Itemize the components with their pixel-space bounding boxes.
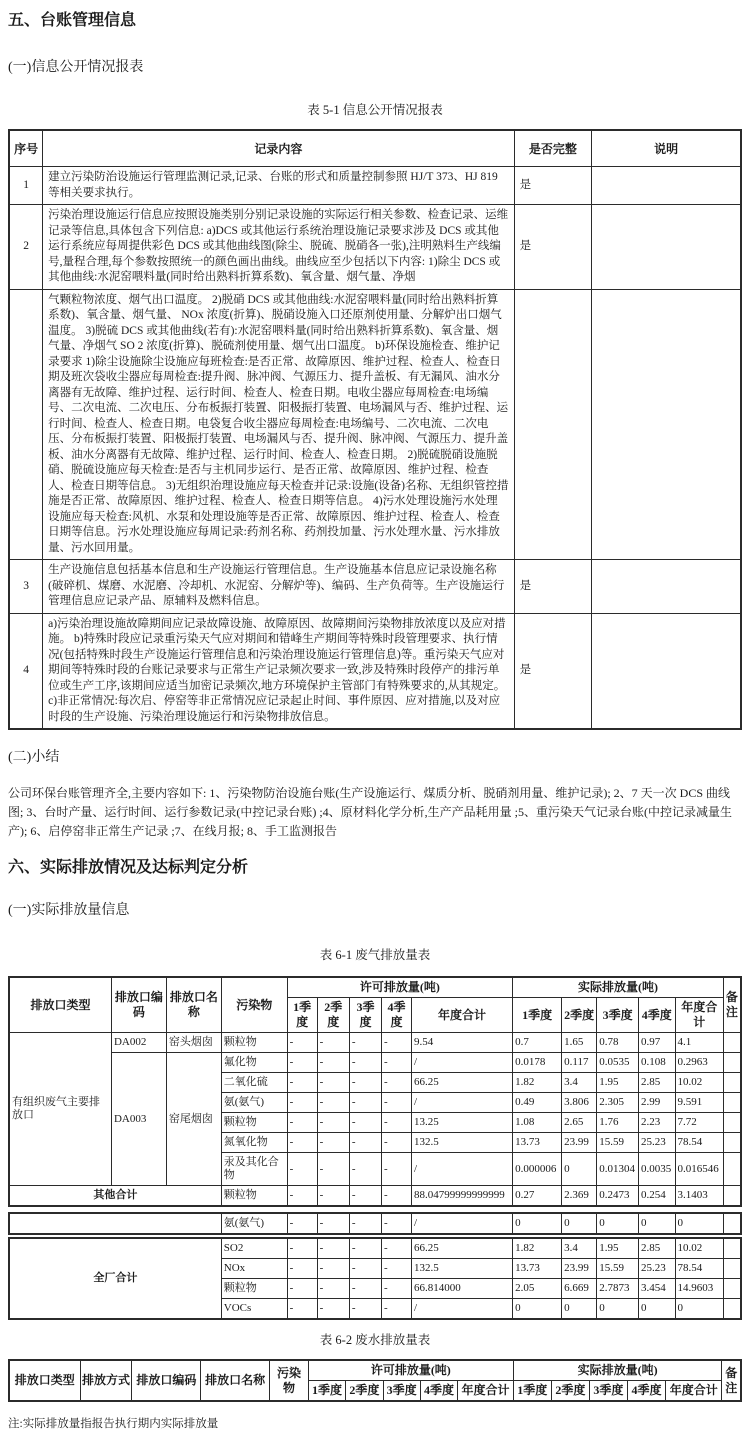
table-cell: 10.02 — [675, 1238, 723, 1259]
column-group-permitted: 许可排放量(吨) — [308, 1360, 513, 1381]
table-cell — [514, 289, 592, 560]
table-6-1-caption: 表 6-1 废气排放量表 — [319, 948, 431, 962]
table-cell: - — [317, 1299, 349, 1320]
column-header-permitted-annual: 年度合计 — [412, 998, 513, 1033]
table-cell: 0 — [638, 1213, 675, 1234]
column-header-actual-q4: 4季度 — [638, 998, 675, 1033]
table-cell: - — [349, 1133, 381, 1153]
column-header-seq: 序号 — [9, 130, 43, 167]
table-cell: - — [349, 1299, 381, 1320]
table-row — [9, 1360, 741, 1381]
table-cell: VOCs — [221, 1299, 287, 1320]
table-cell: 23.99 — [562, 1259, 597, 1279]
table-cell: 10.02 — [675, 1073, 723, 1093]
table-cell: 14.9603 — [675, 1279, 723, 1299]
table-cell: 7.72 — [675, 1113, 723, 1133]
table-cell: / — [412, 1213, 513, 1234]
section-5-heading: 五、台账管理信息 — [8, 12, 137, 29]
table-cell — [723, 1093, 741, 1113]
table-5-1-information-disclosure — [8, 129, 742, 730]
table-cell — [592, 560, 741, 614]
table-cell: 有组织废气主要排放口 — [9, 1033, 111, 1186]
table-cell: - — [287, 1259, 317, 1279]
table-6-1-segment-plant-total — [8, 1237, 742, 1320]
table-cell — [592, 167, 741, 205]
table-cell: 1.95 — [597, 1073, 639, 1093]
table-cell: - — [349, 1213, 381, 1234]
table-cell: 13.73 — [513, 1259, 562, 1279]
table-cell: 其他合计 — [9, 1186, 221, 1207]
table-cell: 0.2963 — [675, 1053, 723, 1073]
table-cell: - — [349, 1093, 381, 1113]
table-cell: 66.25 — [412, 1073, 513, 1093]
table-cell: 2.85 — [638, 1238, 675, 1259]
table-cell — [9, 289, 43, 560]
table-cell: 0.016546 — [675, 1153, 723, 1186]
table-cell: 建立污染防治设施运行管理监测记录,记录、台账的形式和质量控制参照 HJ/T 373、HJ 819 等相关要求执行。 — [43, 167, 514, 205]
table-cell: 4.1 — [675, 1033, 723, 1053]
column-header-actual-q1: 1季度 — [513, 998, 562, 1033]
table-cell: 3.1403 — [675, 1186, 723, 1207]
table-cell — [723, 1186, 741, 1207]
table-cell: 0 — [562, 1153, 597, 1186]
table-row — [9, 205, 741, 290]
table-cell: 生产设施信息包括基本信息和生产设施运行管理信息。生产设施基本信息应记录设施名称(破碎机、煤磨、水泥磨、冷却机、水泥窑、分解炉等)、编码、生产负荷等。生产设施运行管理信息应记录产品、原辅料及燃料信息。 — [43, 560, 514, 614]
table-cell: - — [287, 1213, 317, 1234]
footnote: 注:实际排放量指报告执行期内实际排放量 — [8, 1418, 219, 1430]
table-cell: 0.0178 — [513, 1053, 562, 1073]
table-cell: 颗粒物 — [221, 1033, 287, 1053]
table-cell: 2.23 — [638, 1113, 675, 1133]
table-cell: 13.73 — [513, 1133, 562, 1153]
column-header-note: 说明 — [592, 130, 741, 167]
table-cell — [723, 1033, 741, 1053]
column-header-outlet-type: 排放口类型 — [9, 977, 111, 1033]
table-cell: - — [317, 1133, 349, 1153]
table-cell: - — [317, 1259, 349, 1279]
column-header-actual-annual: 年度合计 — [666, 1381, 722, 1402]
table-cell: 3.454 — [638, 1279, 675, 1299]
table-cell: 0 — [638, 1299, 675, 1320]
table-cell: 颗粒物 — [221, 1279, 287, 1299]
table-cell: 132.5 — [412, 1133, 513, 1153]
table-cell: 1.76 — [597, 1113, 639, 1133]
column-header-pollutant: 污染物 — [270, 1360, 309, 1401]
table-cell: 汞及其化合物 — [221, 1153, 287, 1186]
table-cell: 0.0535 — [597, 1053, 639, 1073]
table-cell: 0 — [597, 1213, 639, 1234]
table-cell: 是 — [514, 167, 592, 205]
table-cell — [723, 1113, 741, 1133]
table-cell: 窑头烟囱 — [166, 1033, 221, 1053]
table-cell: - — [317, 1186, 349, 1207]
table-cell — [723, 1299, 741, 1320]
table-row — [9, 1053, 741, 1073]
table-cell: - — [317, 1113, 349, 1133]
table-cell: - — [382, 1053, 412, 1073]
table-cell: 0.97 — [638, 1033, 675, 1053]
table-cell: 0 — [675, 1213, 723, 1234]
column-header-permitted-q2: 2季度 — [346, 1381, 383, 1402]
table-cell: 23.99 — [562, 1133, 597, 1153]
table-cell: - — [287, 1238, 317, 1259]
table-cell: - — [382, 1153, 412, 1186]
table-cell: 气颗粒物浓度、烟气出口温度。 2)脱硝 DCS 或其他曲线:水泥窑喂料量(同时给出熟料折算系数)、氧含量、烟气量、 NOx 浓度(折算)、脱硝设施入口还原剂使用量、分解炉出口烟气温度。 3)脱硫 DCS 或其他曲线(若有):水泥窑喂料量(同时给出熟料折算系数)、氧含量、烟气量、净烟气 SO 2 浓度(折算)、脱硫剂使用量、烟气出口温度。 b)环保设施检查、维护记录要求 1)除尘设施除尘设施应每班检查:是否正常、故障原因、维护过程、检查人、检查日期及班次袋收尘器应每周检查:提升阀、脉冲阀、气源压力、提升盖板、有无漏风、油水分离器有无故障、维护过程、运行时间、检查人、检查日期。电收尘器应每周检查:电场编号、二次电流、二次电压、分布板振打装置、阳极振打装置、电场漏风与否、维护过程、运行时间、检查人、检查日期。电袋复合收尘器应每周检查:电场编号、二次电流、二次电压、分布板振打装置、阳极振打装置、电场漏风与否、提升阀、脉冲阀、气源压力、提升盖板、油水分离器有无故障、维护过程、运行时间、检查人、检查日期。 2)脱硫脱硝设施脱硝、脱硫设施应每天检查:是否与主机同步运行、是否正常、故障原因、维护过程、检查人、检查日期等信息。 3)无组织治理设施应每天检查并记录:设施(设备)名称、无组织管控措施是否正常、故障原因、维护过程、检查人、检查日期等信息。 4)污水处理设施污水处理设施应每天检查:风机、水泵和处理设施等是否正常、故障原因、维护过程、检查人、检查日期等信息。污水处理设施应每周记录:药剂名称、药剂投加量、污水处理水量、污水排放量、污水回用量。 — [43, 289, 514, 560]
section-5-sub2-heading: (二)小结 — [8, 750, 60, 765]
table-cell: - — [382, 1186, 412, 1207]
table-cell: NOx — [221, 1259, 287, 1279]
table-cell: 氟化物 — [221, 1053, 287, 1073]
table-cell: - — [382, 1213, 412, 1234]
column-header-pollutant: 污染物 — [221, 977, 287, 1033]
table-cell: - — [382, 1113, 412, 1133]
column-header-discharge-mode: 排放方式 — [80, 1360, 132, 1401]
table-cell: - — [287, 1279, 317, 1299]
column-header-outlet-type: 排放口类型 — [9, 1360, 80, 1401]
table-cell: / — [412, 1153, 513, 1186]
table-cell: 2.65 — [562, 1113, 597, 1133]
table-cell: 78.54 — [675, 1133, 723, 1153]
table-cell: / — [412, 1299, 513, 1320]
table-row — [9, 1238, 741, 1259]
table-cell: 1.08 — [513, 1113, 562, 1133]
column-header-actual-q2: 2季度 — [562, 998, 597, 1033]
table-cell: 1 — [9, 167, 43, 205]
table-cell: DA003 — [111, 1053, 166, 1186]
table-cell: / — [412, 1053, 513, 1073]
table-cell: 4 — [9, 613, 43, 729]
column-header-permitted-annual: 年度合计 — [458, 1381, 514, 1402]
column-header-remark: 备注 — [723, 977, 741, 1033]
table-cell: 颗粒物 — [221, 1186, 287, 1207]
table-cell: 88.04799999999999 — [412, 1186, 513, 1207]
table-cell: - — [382, 1093, 412, 1113]
table-cell: - — [287, 1186, 317, 1207]
section-6-sub1-heading: (一)实际排放量信息 — [8, 903, 130, 918]
table-row — [9, 977, 741, 998]
table-cell: 15.59 — [597, 1259, 639, 1279]
table-cell: 0.0035 — [638, 1153, 675, 1186]
table-cell: 窑尾烟囱 — [166, 1053, 221, 1186]
table-cell: 3.4 — [562, 1073, 597, 1093]
table-cell: 3 — [9, 560, 43, 614]
table-cell: - — [317, 1238, 349, 1259]
table-cell: 2 — [9, 205, 43, 290]
column-header-outlet-name: 排放口名称 — [166, 977, 221, 1033]
table-cell — [723, 1279, 741, 1299]
column-header-actual-q1: 1季度 — [513, 1381, 551, 1402]
table-cell: 0 — [562, 1299, 597, 1320]
table-cell: 0.49 — [513, 1093, 562, 1113]
column-header-permitted-q3: 3季度 — [349, 998, 381, 1033]
table-cell: 氨(氨气) — [221, 1213, 287, 1234]
table-cell: 13.25 — [412, 1113, 513, 1133]
table-cell: 氮氧化物 — [221, 1133, 287, 1153]
table-cell: 0 — [675, 1299, 723, 1320]
table-cell: 污染治理设施运行信息应按照设施类别分别记录设施的实际运行相关参数、检查记录、运维记录等信息,具体包含下列信息: a)DCS 或其他运行系统治理设施记录要求涉及 DCS 或其他运行系统应每周提供彩色 DCS 或其他曲线图(除尘、脱硫、脱硝各一张),注明熟料生产线编号,量程合理,每个参数按照统一的颜色画出曲线。曲线应至少包括以下内容: 1)除尘 DCS 或其他曲线:水泥窑喂料量(同时给出熟料折算系数)、氧含量、烟气量、净烟 — [43, 205, 514, 290]
column-header-actual-q4: 4季度 — [627, 1381, 665, 1402]
table-cell: 全厂合计 — [9, 1238, 221, 1319]
table-cell: / — [412, 1093, 513, 1113]
table-cell: SO2 — [221, 1238, 287, 1259]
table-cell: - — [287, 1093, 317, 1113]
column-group-actual: 实际排放量(吨) — [513, 977, 724, 998]
table-cell: 9.591 — [675, 1093, 723, 1113]
table-row — [9, 560, 741, 614]
table-cell: - — [349, 1279, 381, 1299]
column-group-permitted: 许可排放量(吨) — [287, 977, 512, 998]
table-row — [9, 1213, 741, 1234]
table-cell: 2.305 — [597, 1093, 639, 1113]
table-cell: - — [349, 1073, 381, 1093]
table-cell: 66.25 — [412, 1238, 513, 1259]
table-cell: 0.2473 — [597, 1186, 639, 1207]
table-cell: - — [349, 1053, 381, 1073]
table-6-2-water-emissions — [8, 1359, 742, 1402]
table-cell: - — [317, 1053, 349, 1073]
column-header-actual-q2: 2季度 — [551, 1381, 589, 1402]
table-cell: 2.7873 — [597, 1279, 639, 1299]
column-header-permitted-q1: 1季度 — [287, 998, 317, 1033]
table-cell — [723, 1238, 741, 1259]
table-cell: - — [349, 1153, 381, 1186]
table-cell — [723, 1259, 741, 1279]
column-header-permitted-q4: 4季度 — [420, 1381, 457, 1402]
table-row — [9, 613, 741, 729]
table-cell: 3.806 — [562, 1093, 597, 1113]
column-header-actual-q3: 3季度 — [597, 998, 639, 1033]
table-row — [9, 1033, 741, 1053]
table-cell: 2.369 — [562, 1186, 597, 1207]
table-cell: - — [349, 1186, 381, 1207]
table-cell: 0 — [597, 1299, 639, 1320]
table-cell: - — [382, 1133, 412, 1153]
column-header-complete: 是否完整 — [514, 130, 592, 167]
table-6-1-gas-emissions — [8, 976, 742, 1207]
table-cell: 15.59 — [597, 1133, 639, 1153]
column-header-outlet-code: 排放口编码 — [111, 977, 166, 1033]
table-cell: a)污染治理设施故障期间应记录故障设施、故障原因、故障期间污染物排放浓度以及应对措施。 b)特殊时段应记录重污染天气应对期间和错峰生产期间等特殊时段管理要求、执行情况(包括特殊时段生产设施运行管理信息和污染治理设施运行管理信息)等。重污染天气应对期间等特殊时段的台账记录要求与正常生产记录频次要求一致,涉及特殊时段停产的排污单位或生产工序,该期间应适当加密记录频次,地方环境保护主管部门有特殊要求的,从其规定。 c)非正常情况:每次启、停窑等非正常情况应记录起止时间、事件原因、应对措施,以及对应时段的生产设施、污染治理设施运行和污染物排放信息。 — [43, 613, 514, 729]
table-cell: - — [382, 1299, 412, 1320]
table-cell: 是 — [514, 613, 592, 729]
table-cell — [592, 613, 741, 729]
table-cell — [723, 1153, 741, 1186]
table-cell: 25.23 — [638, 1133, 675, 1153]
table-row — [9, 289, 741, 560]
table-cell — [592, 289, 741, 560]
table-cell: 颗粒物 — [221, 1113, 287, 1133]
table-cell: 0.27 — [513, 1186, 562, 1207]
table-cell: 0.01304 — [597, 1153, 639, 1186]
table-cell — [723, 1053, 741, 1073]
table-cell: 0.254 — [638, 1186, 675, 1207]
table-cell: 132.5 — [412, 1259, 513, 1279]
table-cell: 25.23 — [638, 1259, 675, 1279]
table-cell — [723, 1133, 741, 1153]
table-cell: - — [287, 1153, 317, 1186]
table-cell: - — [287, 1133, 317, 1153]
table-cell: - — [317, 1213, 349, 1234]
table-cell: 0 — [513, 1213, 562, 1234]
table-cell: - — [317, 1093, 349, 1113]
table-cell: 1.82 — [513, 1238, 562, 1259]
table-cell: 1.65 — [562, 1033, 597, 1053]
table-cell: - — [317, 1153, 349, 1186]
table-cell: - — [382, 1259, 412, 1279]
table-cell: - — [317, 1279, 349, 1299]
table-cell: DA002 — [111, 1033, 166, 1053]
table-cell: - — [287, 1033, 317, 1053]
table-cell: 66.814000 — [412, 1279, 513, 1299]
table-cell: 1.95 — [597, 1238, 639, 1259]
column-header-record-content: 记录内容 — [43, 130, 514, 167]
column-header-permitted-q1: 1季度 — [308, 1381, 345, 1402]
section-6-heading: 六、实际排放情况及达标判定分析 — [8, 859, 249, 876]
section-5-sub1-heading: (一)信息公开情况报表 — [8, 60, 144, 75]
table-cell: 0 — [513, 1299, 562, 1320]
table-cell: - — [349, 1259, 381, 1279]
table-row — [9, 130, 741, 167]
table-cell: 是 — [514, 205, 592, 290]
column-header-actual-annual: 年度合计 — [675, 998, 723, 1033]
table-cell — [592, 205, 741, 290]
table-cell: 78.54 — [675, 1259, 723, 1279]
table-cell: 二氧化硫 — [221, 1073, 287, 1093]
table-cell: - — [287, 1299, 317, 1320]
table-cell: 0.117 — [562, 1053, 597, 1073]
table-cell: 0.78 — [597, 1033, 639, 1053]
table-cell: 0.000006 — [513, 1153, 562, 1186]
table-cell: - — [382, 1073, 412, 1093]
column-header-permitted-q2: 2季度 — [317, 998, 349, 1033]
table-cell: 3.4 — [562, 1238, 597, 1259]
table-cell: 0 — [562, 1213, 597, 1234]
table-cell — [9, 1213, 221, 1234]
table-cell: - — [287, 1113, 317, 1133]
table-cell: - — [317, 1033, 349, 1053]
table-row — [9, 167, 741, 205]
table-cell: 氨(氨气) — [221, 1093, 287, 1113]
table-cell: 9.54 — [412, 1033, 513, 1053]
table-cell: - — [349, 1113, 381, 1133]
table-cell: 2.99 — [638, 1093, 675, 1113]
table-cell: 6.669 — [562, 1279, 597, 1299]
column-header-outlet-code: 排放口编码 — [132, 1360, 201, 1401]
table-6-1-segment-ammonia — [8, 1212, 742, 1235]
table-cell: 2.85 — [638, 1073, 675, 1093]
column-header-permitted-q3: 3季度 — [383, 1381, 420, 1402]
table-cell: - — [349, 1033, 381, 1053]
column-header-permitted-q4: 4季度 — [382, 998, 412, 1033]
table-cell: - — [382, 1279, 412, 1299]
table-cell: - — [317, 1073, 349, 1093]
table-5-1-caption: 表 5-1 信息公开情况报表 — [307, 103, 443, 117]
column-group-actual: 实际排放量(吨) — [513, 1360, 722, 1381]
table-row — [9, 1186, 741, 1207]
column-header-outlet-name: 排放口名称 — [201, 1360, 270, 1401]
table-cell — [723, 1213, 741, 1234]
table-cell: - — [287, 1053, 317, 1073]
table-cell: - — [349, 1238, 381, 1259]
table-6-2-caption: 表 6-2 废水排放量表 — [319, 1333, 431, 1347]
summary-paragraph: 公司环保台账管理齐全,主要内容如下: 1、污染物防治设施台账(生产设施运行、煤质分析、脱硝剂用量、维护记录); 2、7 天一次 DCS 曲线图; 3、台时产量、运行时间、运行参数记录(中控记录台账) ;4、原材料化学分析,生产产品耗用量 ;5、重污染天气记录台账(中控记录减量生产); 6、启停窑非正常生产记录 ;7、在线月报; 8、手工监测报告 — [8, 786, 732, 838]
table-cell: 1.82 — [513, 1073, 562, 1093]
table-cell: - — [382, 1033, 412, 1053]
table-cell — [723, 1073, 741, 1093]
table-cell: - — [382, 1238, 412, 1259]
column-header-actual-q3: 3季度 — [589, 1381, 627, 1402]
table-cell: 是 — [514, 560, 592, 614]
table-cell: 2.05 — [513, 1279, 562, 1299]
column-header-remark: 备注 — [722, 1360, 741, 1401]
table-cell: 0.7 — [513, 1033, 562, 1053]
table-cell: - — [287, 1073, 317, 1093]
table-cell: 0.108 — [638, 1053, 675, 1073]
